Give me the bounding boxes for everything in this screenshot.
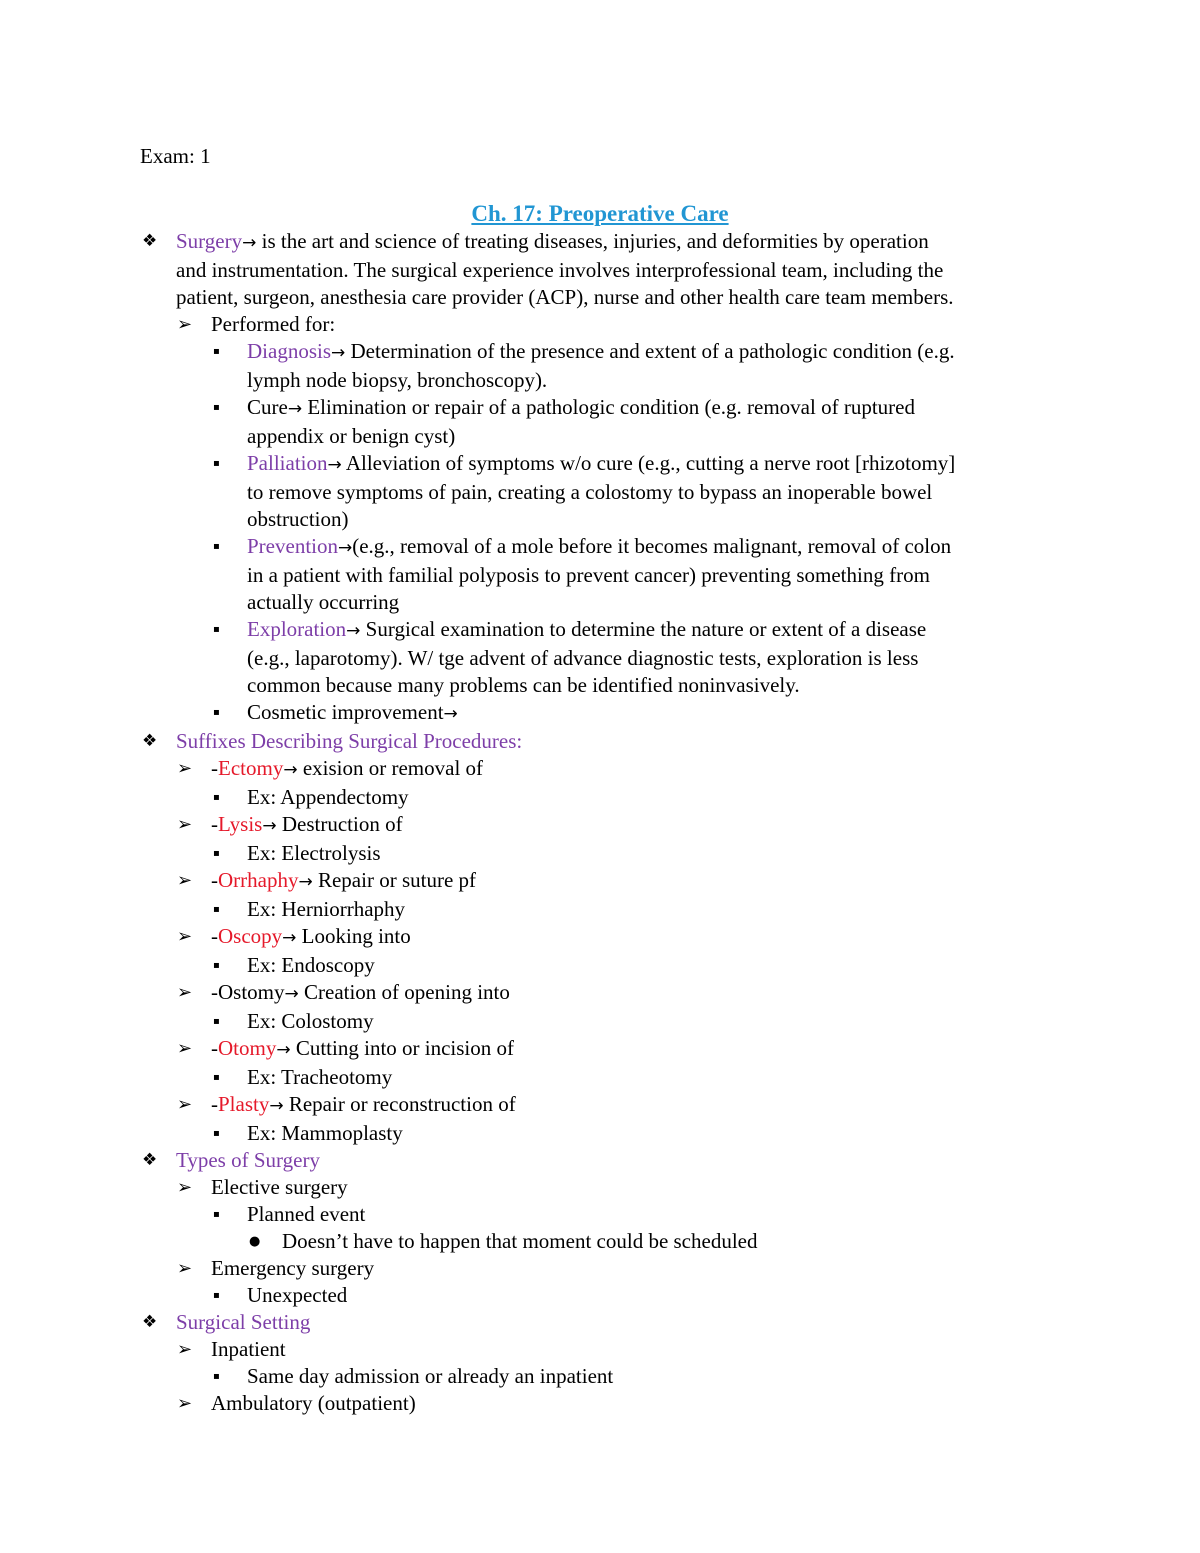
arrowhead-bullet-icon: ➢ xyxy=(177,314,193,335)
suffix-example xyxy=(140,840,1060,867)
suffix-dash: - xyxy=(211,868,218,892)
purpose-text-cont: lymph node biopsy, bronchoscopy). xyxy=(247,368,548,392)
purpose-term: Exploration xyxy=(247,617,347,641)
purpose-term: Cosmetic improvement xyxy=(247,700,444,724)
purpose-text-cont: to remove symptoms of pain, creating a colostomy to bypass an inoperable bowel xyxy=(247,480,933,504)
square-bullet-icon: ▪ xyxy=(213,624,220,635)
setting-heading-row xyxy=(140,1309,1060,1336)
square-bullet-icon: ▪ xyxy=(213,792,220,803)
scheduled-note-text: Doesn’t have to happen that moment could be scheduled xyxy=(282,1229,758,1253)
purpose-text-cont: appendix or benign cyst) xyxy=(247,424,456,448)
suffix-example xyxy=(140,784,1060,811)
right-arrow-icon: → xyxy=(331,343,346,363)
suffix-dash: - xyxy=(211,756,218,780)
suffix-example xyxy=(140,1008,1060,1035)
right-arrow-icon: → xyxy=(337,538,353,558)
elective-surgery-text: Elective surgery xyxy=(211,1175,348,1199)
suffix-meaning: exision or removal of xyxy=(297,756,484,780)
suffix-item-plasty xyxy=(140,1091,1060,1120)
purpose-text-cont: (e.g., laparotomy). W/ tge advent of advance diagnostic tests, exploration is less xyxy=(247,646,919,670)
square-bullet-icon: ▪ xyxy=(213,1072,220,1083)
square-bullet-icon: ▪ xyxy=(213,848,220,859)
right-arrow-icon: → xyxy=(443,704,458,724)
right-arrow-icon: → xyxy=(269,1096,284,1116)
types-heading-row xyxy=(140,1147,1060,1174)
unexpected-note xyxy=(140,1282,1060,1309)
suffix-item-lysis xyxy=(140,811,1060,840)
suffix-example-text: Ex: Tracheotomy xyxy=(247,1065,393,1089)
suffixes-heading-row xyxy=(140,728,1060,755)
right-arrow-icon: → xyxy=(298,872,313,892)
square-bullet-icon: ▪ xyxy=(213,346,220,357)
arrowhead-bullet-icon: ➢ xyxy=(177,982,193,1003)
suffix-term: Oscopy xyxy=(218,924,283,948)
diamond-bullet-icon: ❖ xyxy=(142,231,158,251)
square-bullet-icon: ▪ xyxy=(213,1209,220,1220)
elective-surgery xyxy=(140,1174,1060,1201)
suffixes-heading: Suffixes Describing Surgical Procedures: xyxy=(176,729,523,753)
types-heading: Types of Surgery xyxy=(176,1148,320,1172)
ambulatory xyxy=(140,1390,1060,1417)
purpose-item-exploration xyxy=(140,616,1060,645)
surgery-term: Surgery xyxy=(176,229,243,253)
planned-event-text: Planned event xyxy=(247,1202,366,1226)
purpose-text: (e.g., removal of a mole before it becomes malignant, removal of colon xyxy=(352,534,952,558)
purpose-item-prevention xyxy=(140,533,1060,562)
dot-bullet-icon: ● xyxy=(249,1234,261,1249)
square-bullet-icon: ▪ xyxy=(213,1016,220,1027)
suffix-meaning: Cutting into or incision of xyxy=(290,1036,515,1060)
purpose-text: Determination of the presence and extent of a pathologic condition (e.g. xyxy=(345,339,955,363)
surgery-definition-cont: patient, surgeon, anesthesia care provider (ACP), nurse and other health care team members. xyxy=(176,285,954,309)
right-arrow-icon: → xyxy=(283,760,298,780)
right-arrow-icon: → xyxy=(242,233,257,253)
square-bullet-icon: ▪ xyxy=(213,960,220,971)
suffix-example-text: Ex: Appendectomy xyxy=(247,785,409,809)
purpose-text: Surgical examination to determine the nature or extent of a disease xyxy=(360,617,927,641)
suffix-meaning: Repair or reconstruction of xyxy=(283,1092,516,1116)
arrowhead-bullet-icon: ➢ xyxy=(177,758,193,779)
unexpected-note-text: Unexpected xyxy=(247,1283,348,1307)
right-arrow-icon: → xyxy=(346,621,361,641)
same-day-note xyxy=(140,1363,1060,1390)
surgery-definition xyxy=(140,228,1060,257)
suffix-example-text: Ex: Mammoplasty xyxy=(247,1121,403,1145)
suffix-term: -Ostomy xyxy=(211,980,285,1004)
purpose-text: Alleviation of symptoms w/o cure (e.g., cutting a nerve root [rhizotomy] xyxy=(341,451,956,475)
square-bullet-icon: ▪ xyxy=(213,1371,220,1382)
right-arrow-icon: → xyxy=(276,1040,291,1060)
square-bullet-icon: ▪ xyxy=(213,1128,220,1139)
suffix-meaning: Repair or suture pf xyxy=(312,868,477,892)
setting-heading: Surgical Setting xyxy=(176,1310,311,1334)
planned-event xyxy=(140,1201,1060,1228)
suffix-meaning: Looking into xyxy=(296,924,411,948)
inpatient xyxy=(140,1336,1060,1363)
suffix-item-orrhaphy xyxy=(140,867,1060,896)
purpose-item-cure xyxy=(140,394,1060,423)
arrowhead-bullet-icon: ➢ xyxy=(177,926,193,947)
arrowhead-bullet-icon: ➢ xyxy=(177,1339,193,1360)
diamond-bullet-icon: ❖ xyxy=(142,1312,158,1332)
right-arrow-icon: → xyxy=(287,399,303,419)
ambulatory-text: Ambulatory (outpatient) xyxy=(211,1391,416,1415)
right-arrow-icon: → xyxy=(284,984,299,1004)
suffix-term: Orrhaphy xyxy=(218,868,299,892)
suffix-example xyxy=(140,952,1060,979)
performed-for xyxy=(140,311,1060,338)
suffix-dash: - xyxy=(211,812,218,836)
suffix-example xyxy=(140,1064,1060,1091)
purpose-item-cosmetic xyxy=(140,699,1060,728)
purpose-text-cont: actually occurring xyxy=(247,590,400,614)
square-bullet-icon: ▪ xyxy=(213,458,220,469)
diamond-bullet-icon: ❖ xyxy=(142,1150,158,1170)
purpose-item-palliation xyxy=(140,450,1060,479)
arrowhead-bullet-icon: ➢ xyxy=(177,1393,193,1414)
suffix-item-ostomy xyxy=(140,979,1060,1008)
suffix-example-text: Ex: Colostomy xyxy=(247,1009,374,1033)
suffix-term: Lysis xyxy=(218,812,263,836)
square-bullet-icon: ▪ xyxy=(213,904,220,915)
suffix-example-text: Ex: Electrolysis xyxy=(247,841,381,865)
suffix-item-otomy xyxy=(140,1035,1060,1064)
emergency-surgery-text: Emergency surgery xyxy=(211,1256,375,1280)
square-bullet-icon: ▪ xyxy=(213,707,220,718)
arrowhead-bullet-icon: ➢ xyxy=(177,1038,193,1059)
purpose-text-cont: common because many problems can be identified noninvasively. xyxy=(247,673,800,697)
diamond-bullet-icon: ❖ xyxy=(142,731,158,751)
purpose-text-cont: in a patient with familial polyposis to prevent cancer) preventing something from xyxy=(247,563,930,587)
suffix-dash: - xyxy=(211,924,218,948)
surgery-definition-cont: and instrumentation. The surgical experience involves interprofessional team, including the xyxy=(176,258,944,282)
performed-for-label: Performed for: xyxy=(211,312,336,336)
square-bullet-icon: ▪ xyxy=(213,541,220,552)
purpose-term: Cure xyxy=(247,395,288,419)
arrowhead-bullet-icon: ➢ xyxy=(177,1177,193,1198)
suffix-example-text: Ex: Endoscopy xyxy=(247,953,375,977)
suffix-dash: - xyxy=(211,1092,218,1116)
suffix-term: Plasty xyxy=(218,1092,270,1116)
suffix-term: Otomy xyxy=(218,1036,277,1060)
suffix-example xyxy=(140,896,1060,923)
suffix-example xyxy=(140,1120,1060,1147)
purpose-term: Palliation xyxy=(247,451,328,475)
arrowhead-bullet-icon: ➢ xyxy=(177,870,193,891)
square-bullet-icon: ▪ xyxy=(213,1290,220,1301)
chapter-title: Ch. 17: Preoperative Care xyxy=(471,201,729,226)
notes-outline xyxy=(140,228,1060,1417)
surgery-definition-text: is the art and science of treating diseases, injuries, and deformities by operation xyxy=(256,229,929,253)
purpose-text: Elimination or repair of a pathologic condition (e.g. removal of ruptured xyxy=(302,395,915,419)
suffix-meaning: Destruction of xyxy=(276,812,403,836)
suffix-example-text: Ex: Herniorrhaphy xyxy=(247,897,406,921)
same-day-note-text: Same day admission or already an inpatient xyxy=(247,1364,614,1388)
purpose-text-cont: obstruction) xyxy=(247,507,349,531)
purpose-item-diagnosis xyxy=(140,338,1060,367)
arrowhead-bullet-icon: ➢ xyxy=(177,814,193,835)
scheduled-note xyxy=(140,1228,1060,1255)
suffix-meaning: Creation of opening into xyxy=(298,980,510,1004)
purpose-term: Prevention xyxy=(247,534,338,558)
arrowhead-bullet-icon: ➢ xyxy=(177,1094,193,1115)
right-arrow-icon: → xyxy=(327,455,342,475)
right-arrow-icon: → xyxy=(282,928,297,948)
square-bullet-icon: ▪ xyxy=(213,402,220,413)
right-arrow-icon: → xyxy=(262,816,277,836)
inpatient-text: Inpatient xyxy=(211,1337,286,1361)
suffix-item-oscopy xyxy=(140,923,1060,952)
purpose-term: Diagnosis xyxy=(247,339,331,363)
suffix-dash: - xyxy=(211,1036,218,1060)
arrowhead-bullet-icon: ➢ xyxy=(177,1258,193,1279)
exam-label: Exam: 1 xyxy=(140,144,211,168)
suffix-term: Ectomy xyxy=(218,756,284,780)
suffix-item-ectomy xyxy=(140,755,1060,784)
emergency-surgery xyxy=(140,1255,1060,1282)
